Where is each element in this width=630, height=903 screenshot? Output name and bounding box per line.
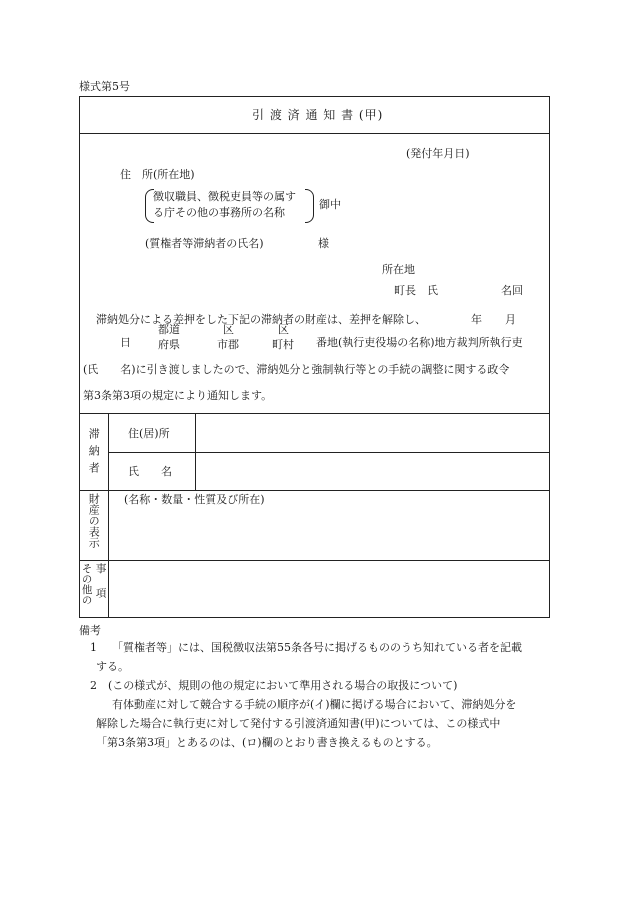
- note2-line1: (この様式が、規則の他の規定において準用される場合の取扱について): [108, 679, 458, 692]
- residence-label: 住(居)所: [128, 427, 170, 440]
- other-label-col2: 事項: [94, 563, 107, 612]
- chief-label: 町長 氏: [394, 284, 438, 297]
- notes-title: 備考: [79, 624, 101, 637]
- location-label: 所在地: [382, 263, 415, 276]
- seal-label: 名回: [501, 284, 523, 297]
- to-do-label: 都道: [158, 323, 180, 336]
- address-label: 住 所(所在地): [120, 168, 195, 181]
- cho-son-label: 町村: [272, 338, 294, 351]
- month-label: 月: [505, 313, 516, 326]
- other-label-col1: その他の: [80, 563, 93, 605]
- office-name-line1: 徴収職員、徴税吏員等の属す: [153, 190, 296, 203]
- property-divider: [79, 560, 550, 561]
- year-label: 年: [471, 313, 482, 326]
- sama-label: 様: [318, 237, 329, 250]
- fu-ken-label: 府県: [158, 338, 180, 351]
- body-line4: 第3条第3項の規定により通知します。: [83, 389, 273, 402]
- name-label: 氏 名: [128, 465, 172, 478]
- body-line2-tail: 番地(執行吏役場の名称)地方裁判所執行吏: [316, 336, 523, 349]
- office-right-bracket: [305, 189, 314, 223]
- note2-line4: 「第3条第3項」とあるのは、(ロ)欄のとおり書き換えるものとする。: [96, 736, 438, 749]
- body-line3: (氏 名)に引き渡しましたので、滞納処分と強制執行等との手続の調整に関する政令: [83, 363, 510, 376]
- note1-line2: する。: [96, 660, 129, 673]
- ku-label-1: 区: [223, 323, 234, 336]
- field-label-divider: [195, 413, 196, 490]
- title-divider: [79, 133, 550, 134]
- issue-date: (発付年月日): [406, 147, 470, 160]
- ku-label-2: 区: [278, 323, 289, 336]
- holder-name: (質権者等滞納者の氏名): [145, 237, 264, 250]
- shi-gun-label: 市郡: [217, 338, 239, 351]
- body-line1: 滞納処分による差押をした下記の滞納者の財産は、差押を解除し、: [96, 313, 426, 326]
- note2-line3: 解除した場合に執行吏に対して発付する引渡済通知書(甲)については、この様式中: [96, 717, 501, 730]
- onchu-label: 御中: [319, 198, 341, 211]
- delinquent-divider: [79, 490, 550, 491]
- form-title: 引 渡 済 通 知 書 (甲): [252, 108, 384, 122]
- note1-line1: 「質権者等」には、国税徴収法第55条各号に掲げるもののうち知れている者を記載: [112, 641, 522, 654]
- note2-line2: 有体動産に対して競合する手続の順序が(イ)欄に掲げる場合において、滞納処分を: [112, 698, 517, 711]
- label-column-divider: [108, 413, 109, 618]
- day-label: 日: [120, 336, 131, 349]
- delinquent-label: 滞納者: [87, 428, 101, 479]
- body-divider: [79, 413, 550, 414]
- office-name-line2: る庁その他の事務所の名称: [153, 206, 285, 219]
- note2-number: 2: [90, 679, 97, 692]
- residence-divider: [108, 452, 550, 453]
- property-label: 財産の表示: [87, 493, 101, 548]
- note1-number: 1: [90, 641, 97, 654]
- residence-value[interactable]: [200, 418, 545, 448]
- property-description: (名称・数量・性質及び所在): [124, 493, 265, 506]
- name-value[interactable]: [200, 456, 545, 486]
- form-number: 様式第5号: [79, 80, 130, 93]
